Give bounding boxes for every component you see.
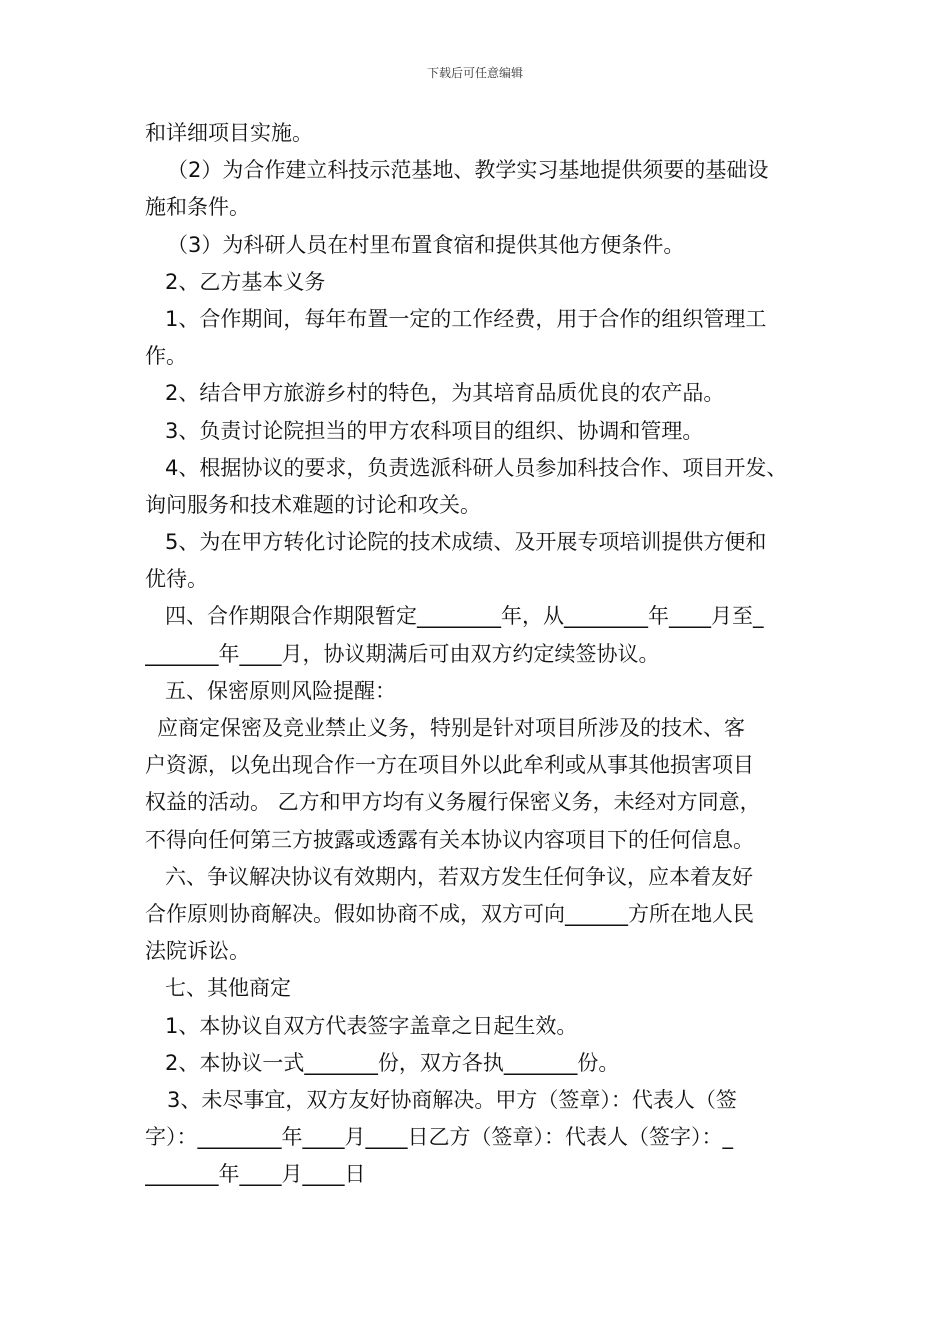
text-line: 施和条件。 <box>145 195 250 220</box>
text-line: _______年____月____日 <box>145 1162 366 1187</box>
text-line: 4、根据协议的要求，负责选派科研人员参加科技合作、项目开发、 <box>165 455 788 480</box>
text-line: 2、本协议一式_______份，双方各执_______份。 <box>165 1050 620 1075</box>
text-line: 七、其他商定 <box>165 976 291 1001</box>
text-line: 法院诉讼。 <box>145 939 250 964</box>
text-line: 5、为在甲方转化讨论院的技术成绩、及开展专项培训提供方便和 <box>165 530 767 555</box>
text-line: 询问服务和技术难题的讨论和攻关。 <box>145 492 481 517</box>
text-line: 3、负责讨论院担当的甲方农科项目的组织、协调和管理。 <box>165 418 704 443</box>
text-line: 作。 <box>145 344 187 369</box>
text-line: _______年____月，协议期满后可由双方约定续签协议。 <box>145 641 660 666</box>
text-line: 2、结合甲方旅游乡村的特色，为其培育品质优良的农产品。 <box>165 381 725 406</box>
text-line: 合作原则协商解决。假如协商不成，双方可向______方所在地人民 <box>145 901 754 926</box>
text-line: 应商定保密及竞业禁止义务，特别是针对项目所涉及的技术、客 <box>157 716 745 740</box>
document-body <box>145 115 810 1193</box>
text-line: 1、本协议自双方代表签字盖章之日起生效。 <box>165 1013 578 1038</box>
text-line: 不得向任何第三方披露或透露有关本协议内容项目下的任何信息。 <box>145 827 754 852</box>
text-line: （2）为合作建立科技示范基地、教学实习基地提供须要的基础设 <box>167 158 769 183</box>
text-line: 五、保密原则风险提醒： <box>165 678 396 703</box>
text-line: 2、乙方基本义务 <box>165 269 326 294</box>
text-line: 权益的活动。 乙方和甲方均有义务履行保密义务，未经对方同意， <box>145 790 761 815</box>
text-line: 优待。 <box>145 567 208 592</box>
text-line: 四、合作期限合作期限暂定________年，从________年____月至_ <box>165 604 764 629</box>
text-line: 1、合作期间，每年布置一定的工作经费，用于合作的组织管理工 <box>165 306 767 331</box>
page-header: 下载后可任意编辑 <box>426 66 523 80</box>
text-line: 户资源，以免出现合作一方在项目外以此牟利或从事其他损害项目 <box>145 753 754 778</box>
text-line: 字）：________年____月____日乙方（签章）：代表人（签字）：_ <box>145 1125 733 1150</box>
text-line: 3、未尽事宜，双方友好协商解决。甲方（签章）：代表人（签 <box>167 1087 737 1112</box>
text-line: 六、争议解决协议有效期内，若双方发生任何争议，应本着友好 <box>165 864 753 889</box>
text-line: 和详细项目实施。 <box>145 121 313 145</box>
text-line: （3）为科研人员在村里布置食宿和提供其他方便条件。 <box>167 232 685 257</box>
